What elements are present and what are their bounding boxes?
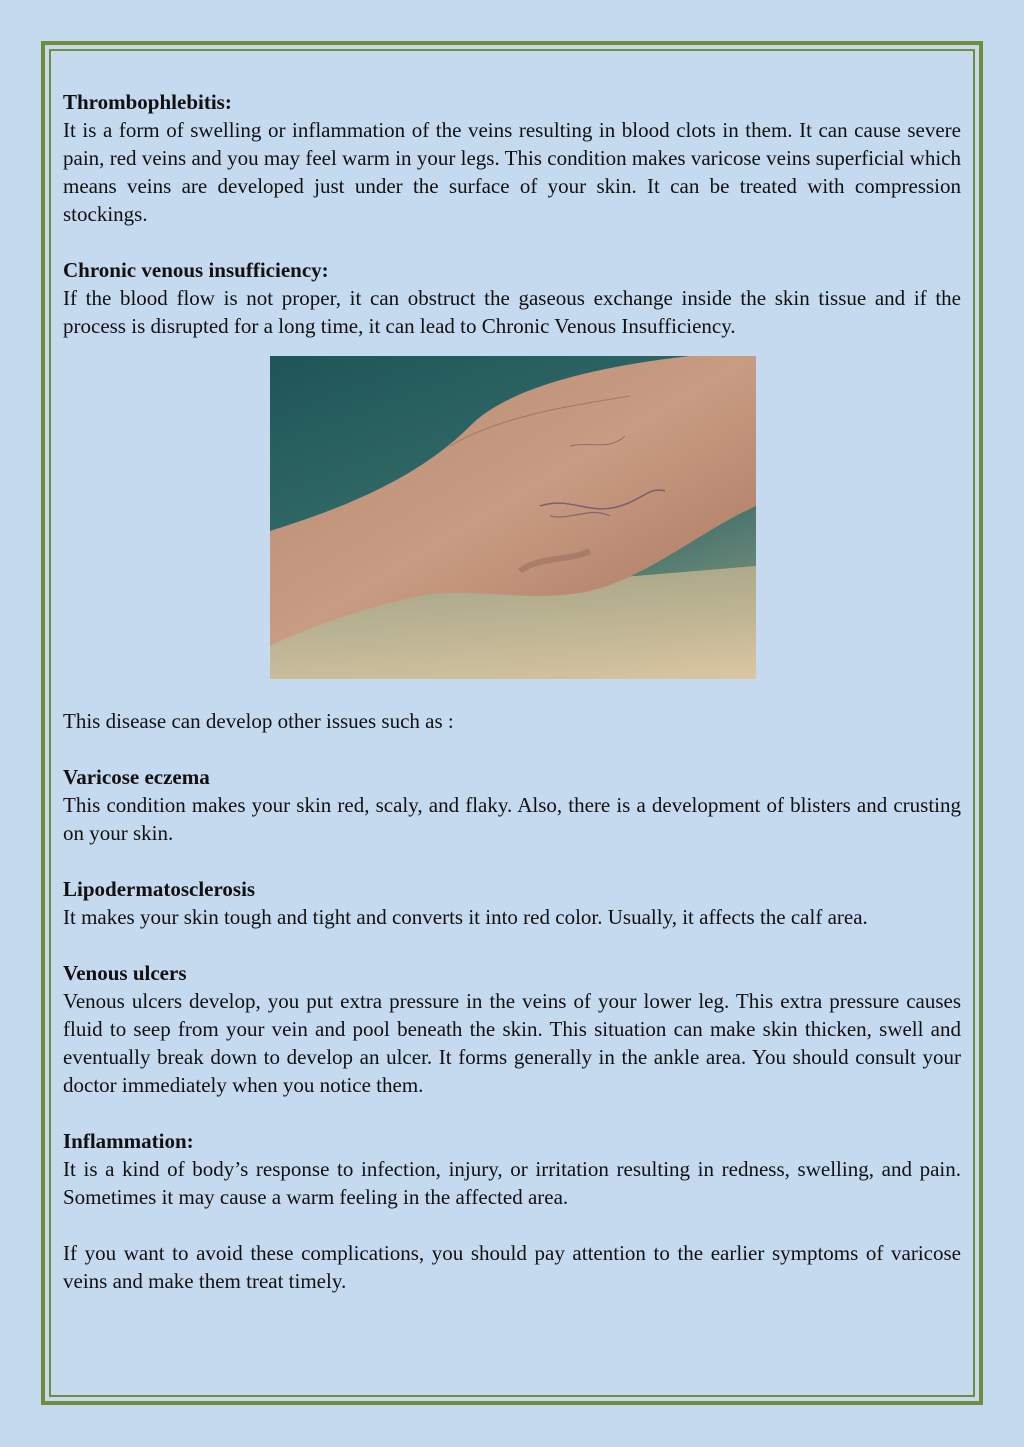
inflammation-heading: Inflammation: — [63, 1129, 194, 1153]
inflammation-paragraph: It is a kind of body’s response to infection, injury, or irritation resulting in redness, swelling, and pain. Sometimes it may cause a warm feeling in the affected area. — [63, 1157, 961, 1209]
varicose-eczema-heading: Varicose eczema — [63, 765, 210, 789]
chronic-venous-insufficiency-paragraph: If the blood flow is not proper, it can obstruct the gaseous exchange inside the skin tissue and if the process is disrupted for a long time, it can lead to Chronic Venous Insufficiency. — [63, 286, 961, 338]
lipodermatosclerosis-heading: Lipodermatosclerosis — [63, 877, 256, 901]
varicose-eczema-paragraph: This condition makes your skin red, scaly, and flaky. Also, there is a development of blisters and crusting on your skin. — [63, 793, 961, 845]
complications-intro: This disease can develop other issues such as : — [63, 709, 454, 733]
chronic-venous-insufficiency-heading: Chronic venous insufficiency: — [63, 258, 329, 282]
document-body — [63, 88, 961, 1295]
venous-ulcers-heading: Venous ulcers — [63, 961, 187, 985]
leg-varicose-veins-photo — [270, 356, 756, 679]
closing-paragraph: If you want to avoid these complications, you should pay attention to the earlier symptoms of varicose veins and make them treat timely. — [63, 1241, 961, 1293]
thrombophlebitis-paragraph: It is a form of swelling or inflammation of the veins resulting in blood clots in them. It can cause severe pain, red veins and you may feel warm in your legs. This condition makes varicose veins superficial which means veins are developed just under the surface of your skin. It can be treated with compression stockings. — [63, 118, 961, 226]
thrombophlebitis-heading: Thrombophlebitis: — [63, 90, 232, 114]
venous-ulcers-paragraph: Venous ulcers develop, you put extra pressure in the veins of your lower leg. This extra pressure causes fluid to seep from your vein and pool beneath the skin. This situation can make skin thicken, swell and eventually break down to develop an ulcer. It forms generally in the ankle area. You should consult your doctor immediately when you notice them. — [63, 989, 961, 1097]
lipodermatosclerosis-paragraph: It makes your skin tough and tight and converts it into red color. Usually, it affects the calf area. — [63, 905, 868, 929]
